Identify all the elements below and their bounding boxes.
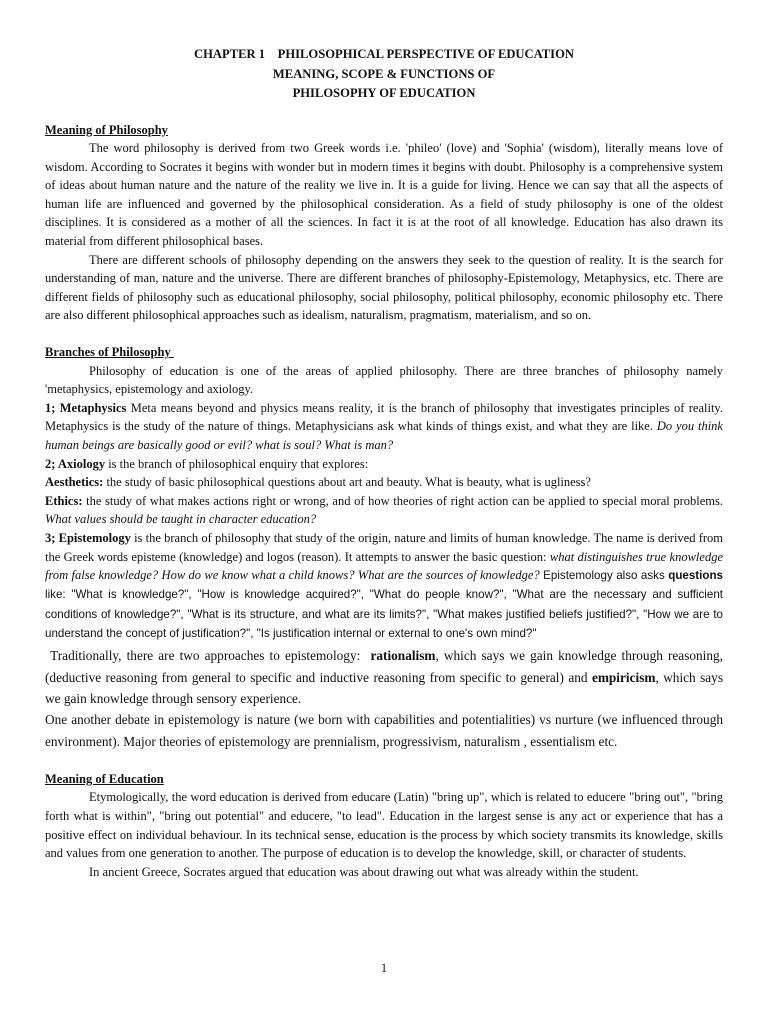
axiology-paragraph [45,455,723,474]
metaphysics-questions: Do you think human beings are basically good or evil? what is soul? What is man? [45,419,723,452]
epistemology-text: is the branch of philosophy that study of the origin, nature and limits of human knowledge. The name is derived from the Greek words episteme (knowledge) and logos (reason). It attempts to answer the basic question: [45,530,723,564]
heading-branches-of-philosophy: Branches of Philosophy [45,345,174,360]
ethics-lead: Ethics: [45,493,83,508]
epistemology-paragraph [45,529,723,643]
ethics-text: the study of what makes actions right or wrong, and of how theories of right action can be applied to special moral problems. [82,493,723,508]
chapter-title-line-2: MEANING, SCOPE & FUNCTIONS OF [272,66,496,81]
chapter-title-line-1: CHAPTER 1 PHILOSOPHICAL PERSPECTIVE OF EDUCATION [194,47,574,61]
chapter-title [45,45,723,104]
approaches-end: , which says we gain knowledge through sensory experience. [45,669,724,706]
education-paragraph-1: Etymologically, the word education is derived from educare (Latin) "bring up", which is related to educere "bring out", "bring forth what is within", "bring out potential" and educere, "to lead". Education in the largest sense is any act or experience that has a positive effect on individual behaviour. In its technical sense, education is the process by which society transmits its knowledge, skills and values from one generation to another. The purpose of education is to develop the knowledge, skill, or character of students. [45,790,723,861]
ethics-question: What values should be taught in character education? [45,512,317,527]
approaches-paragraph [45,645,723,709]
metaphysics-text: Meta means beyond and physics means reality, it is the branch of philosophy that investigates principles of reality. Metaphysics is the study of the nature of things. Metaphysicians ask what kinds of things exist, and what they are like. [45,400,723,434]
branches-intro: Philosophy of education is one of the areas of applied philosophy. There are three branches of philosophy namely 'metaphysics, epistemology and axiology. [45,363,723,397]
epistemology-questions-word: questions [668,569,723,583]
epistemology-asks: Epistemology also asks [539,569,669,583]
aesthetics-text: the study of basic philosophical questions about art and beauty. What is beauty, what is ugliness? [103,475,591,490]
page-content [45,45,723,881]
heading-meaning-of-philosophy: Meaning of Philosophy [45,122,168,137]
empiricism-term: empiricism [591,669,656,685]
epistemology-questions: what distinguishes true knowledge from false knowledge? How do we know what a child knows? What are the sources of knowledge? [45,549,723,583]
page-number: 1 [380,961,388,975]
chapter-title-line-3: PHILOSOPHY OF EDUCATION [292,86,476,100]
approaches-intro: Traditionally, there are two approaches to epistemology: [45,648,371,664]
aesthetics-lead: Aesthetics: [45,475,104,490]
metaphysics-paragraph [45,399,723,455]
axiology-text: is the branch of philosophical enquiry that explores: [105,456,369,471]
ethics-paragraph [45,492,723,529]
nature-nurture-paragraph: One another debate in epistemology is nature (we born with capabilities and potentialities) vs nurture (we influenced through environment). Major theories of epistemology are prennialism, progressivism, naturalism , essentialism etc. [45,712,723,749]
heading-meaning-of-education: Meaning of Education [45,771,164,786]
aesthetics-paragraph [45,473,723,492]
education-paragraph-2: In ancient Greece, Socrates argued that education was about drawing out what was already within the student. [89,864,639,879]
epistemology-lead: 3; Epistemology [45,530,131,545]
approaches-middle: , which says we gain knowledge through reasoning, (deductive reasoning from general to specific and inductive reasoning from specific to general) and [45,648,723,685]
axiology-lead: 2; Axiology [45,456,106,471]
philosophy-paragraph-1: The word philosophy is derived from two Greek words i.e. 'phileo' (love) and 'Sophia' (wisdom), literally means love of wisdom. According to Socrates it begins with wonder but in modern times it begins with doubt. Philosophy is a comprehensive system of ideas about human nature and the nature of the reality we live in. It is a guide for living. Hence we can say that all the aspects of human life are influenced and governed by the philosophical consideration. As a field of study philosophy is one of the oldest disciplines. It is considered as a mother of all the sciences. In fact it is at the root of all knowledge. Education has also drawn its material from different philosophical bases. [45,141,723,249]
rationalism-term: rationalism [370,648,436,664]
philosophy-paragraph-2: There are different schools of philosophy depending on the answers they seek to the question of reality. It is the search for understanding of man, nature and the universe. There are different branches of philosophy-Epistemology, Metaphysics, etc. There are different fields of philosophy such as educational philosophy, social philosophy, political philosophy, economic philosophy etc. There are also different philosophical approaches such as idealism, naturalism, pragmatism, materialism, and so on. [45,252,723,323]
epistemology-question-list: like: "What is knowledge?", "How is knowledge acquired?", "What do people know?", "What are the necessary and sufficient conditions of knowledge?", "What is its structure, and what are its limits?", "What makes justified beliefs justified?", "How we are to understand the concept of justification?", "Is justification internal or external to one's own mind?" [45,588,723,641]
metaphysics-lead: 1; Metaphysics [45,400,127,415]
